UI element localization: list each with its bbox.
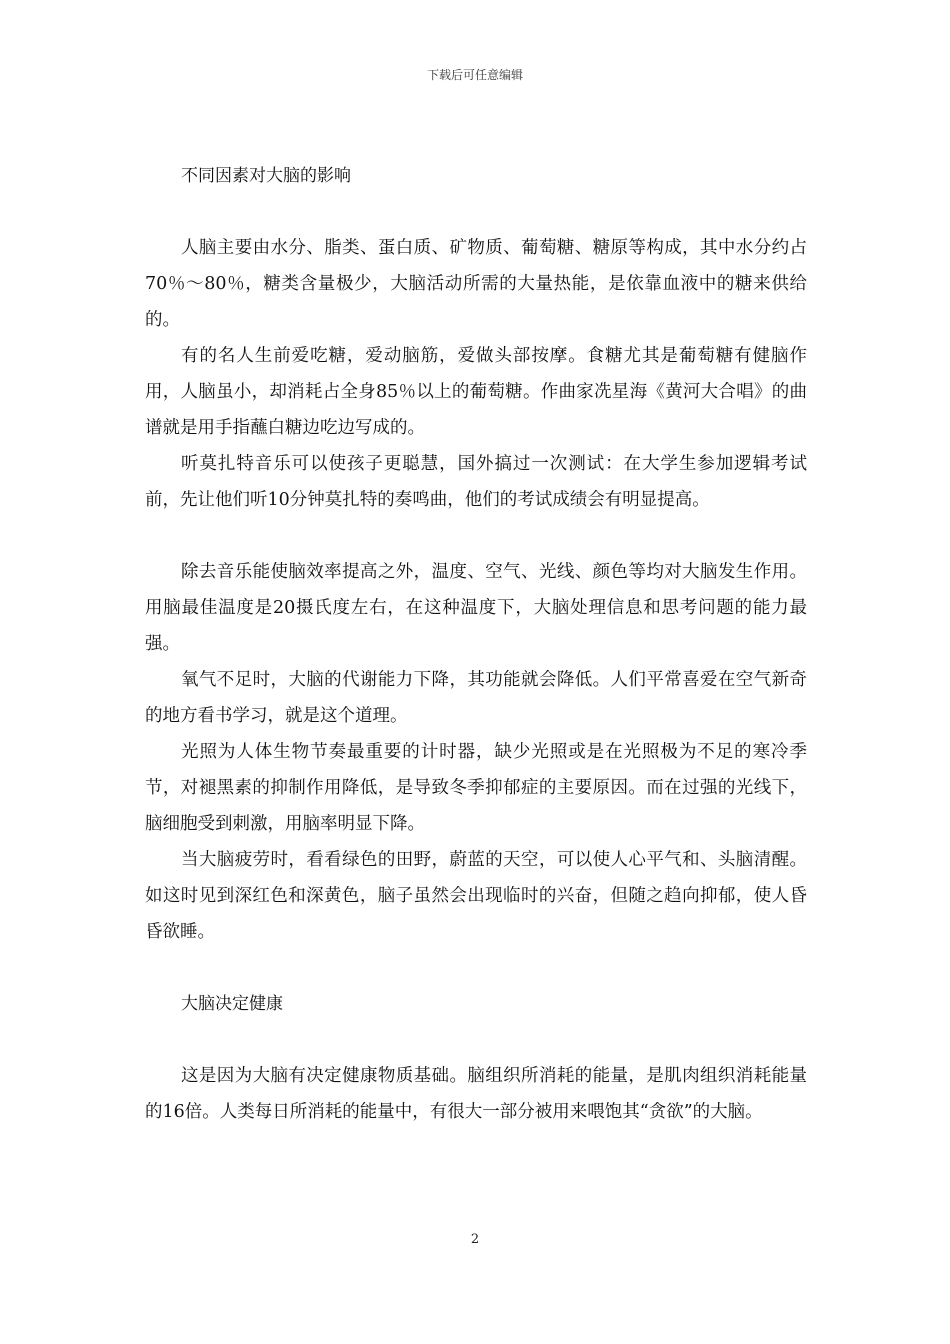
paragraph: 氧气不足时，大脑的代谢能力下降，其功能就会降低。人们平常喜爱在空气新奇的地方看书学习，就是这个道理。 (145, 670, 807, 726)
spacer (145, 950, 807, 986)
spacer (145, 194, 807, 230)
spacer (145, 1022, 807, 1058)
paragraph: 除去音乐能使脑效率提高之外，温度、空气、光线、颜色等均对大脑发生作用。用脑最佳温度是20摄氏度左右，在这种温度下，大脑处理信息和思考问题的能力最强。 (145, 562, 807, 654)
page-header: 下载后可任意编辑 (426, 68, 523, 82)
paragraph: 人脑主要由水分、脂类、蛋白质、矿物质、葡萄糖、糖原等构成，其中水分约占70％～80％，糖类含量极少，大脑活动所需的大量热能，是依靠血液中的糖来供给的。 (145, 238, 807, 330)
paragraph: 光照为人体生物节奏最重要的计时器，缺少光照或是在光照极为不足的寒冷季节，对褪黑素的抑制作用降低，是导致冬季抑郁症的主要原因。而在过强的光线下，脑细胞受到刺激，用脑率明显下降。 (145, 742, 807, 834)
section-heading: 大脑决定健康 (181, 994, 283, 1014)
section-heading: 不同因素对大脑的影响 (181, 166, 351, 186)
paragraph: 这是因为大脑有决定健康物质基础。脑组织所消耗的能量，是肌肉组织消耗能量的16倍。人类每日所消耗的能量中，有很大一部分被用来喂饱其“贪欲”的大脑。 (145, 1066, 807, 1122)
document-body (145, 158, 807, 1130)
paragraph: 听莫扎特音乐可以使孩子更聪慧，国外搞过一次测试：在大学生参加逻辑考试前，先让他们听10分钟莫扎特的奏鸣曲，他们的考试成绩会有明显提高。 (145, 454, 807, 510)
paragraph: 当大脑疲劳时，看看绿色的田野，蔚蓝的天空，可以使人心平气和、头脑清醒。如这时见到深红色和深黄色，脑子虽然会出现临时的兴奋，但随之趋向抑郁，使人昏昏欲睡。 (145, 850, 807, 942)
paragraph: 有的名人生前爱吃糖，爱动脑筋，爱做头部按摩。食糖尤其是葡萄糖有健脑作用，人脑虽小，却消耗占全身85％以上的葡萄糖。作曲家冼星海《黄河大合唱》的曲谱就是用手指蘸白糖边吃边写成的。 (145, 346, 807, 438)
page-number: 2 (470, 1232, 480, 1247)
spacer (145, 518, 807, 554)
